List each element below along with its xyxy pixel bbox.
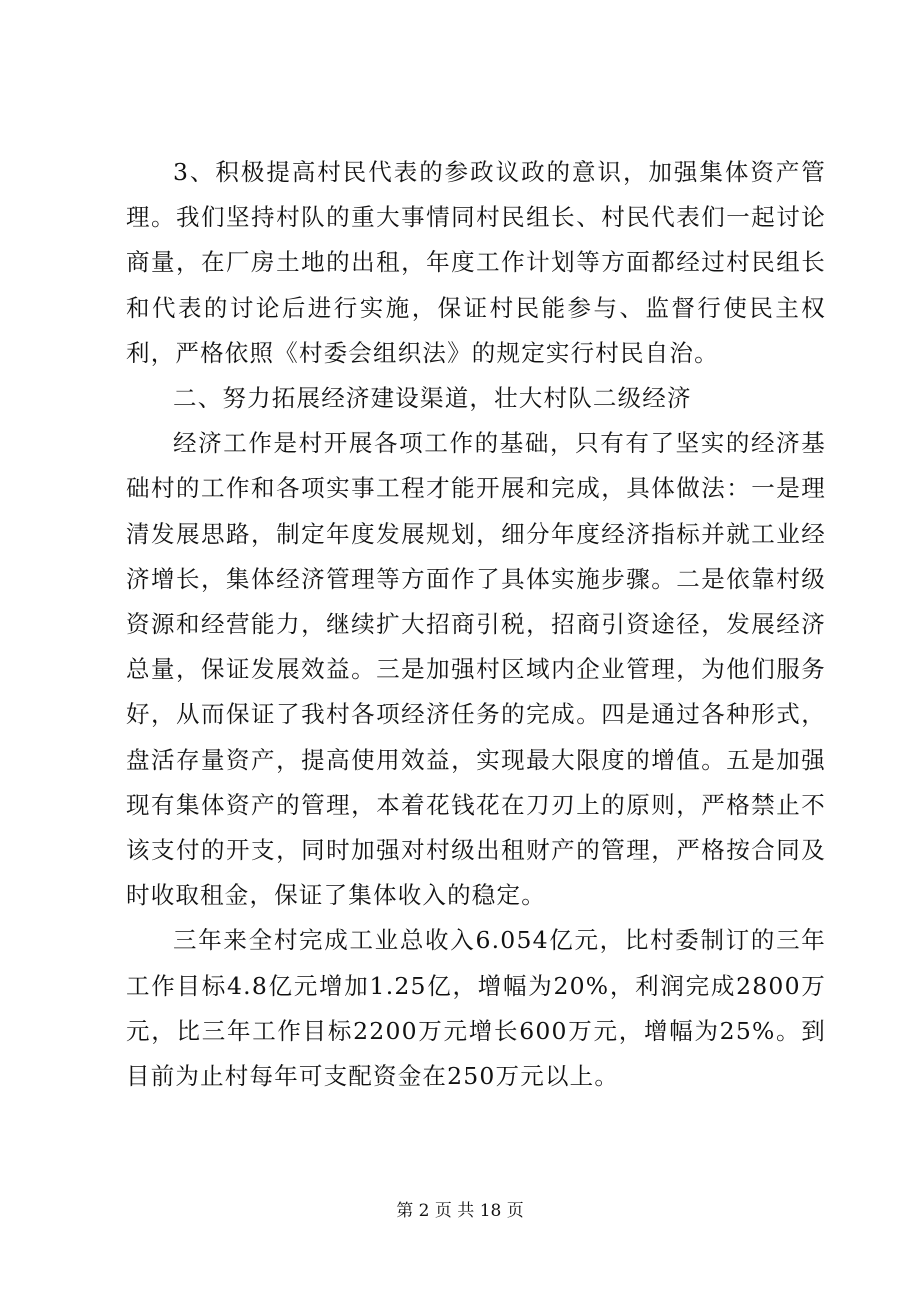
- paragraph-economic-work: 经济工作是村开展各项工作的基础，只有有了坚实的经济基础村的工作和各项实事工程才能开展和完成，具体做法：一是理清发展思路，制定年度发展规划，细分年度经济指标并就工业经济增长，集体经济管理等方面作了具体实施步骤。二是依靠村级资源和经营能力，继续扩大招商引税，招商引资途径，发展经济总量，保证发展效益。三是加强村区域内企业管理，为他们服务好，从而保证了我村各项经济任务的完成。四是通过各种形式，盘活存量资产，提高使用效益，实现最大限度的增值。五是加强现有集体资产的管理，本着花钱花在刀刃上的原则，严格禁止不该支付的开支，同时加强对村级出租财产的管理，严格按合同及时收取租金，保证了集体收入的稳定。: [126, 429, 826, 910]
- document-body: [126, 150, 826, 1099]
- page-footer: 第 2 页 共 18 页: [396, 1201, 524, 1221]
- section-heading-economy: 二、努力拓展经济建设渠道，壮大村队二级经济: [173, 384, 692, 413]
- paragraph-results: 三年来全村完成工业总收入6.054亿元，比村委制订的三年工作目标4.8亿元增加1.25亿，增幅为20%，利润完成2800万元，比三年工作目标2200万元增长600万元，增幅为25%。到目前为止村每年可支配资金在250万元以上。: [126, 926, 826, 1091]
- paragraph-asset-management: 3、积极提高村民代表的参政议政的意识，加强集体资产管理。我们坚持村队的重大事情同村民组长、村民代表们一起讨论商量，在厂房土地的出租，年度工作计划等方面都经过村民组长和代表的讨论后进行实施，保证村民能参与、监督行使民主权利，严格依照《村委会组织法》的规定实行村民自治。: [126, 158, 826, 367]
